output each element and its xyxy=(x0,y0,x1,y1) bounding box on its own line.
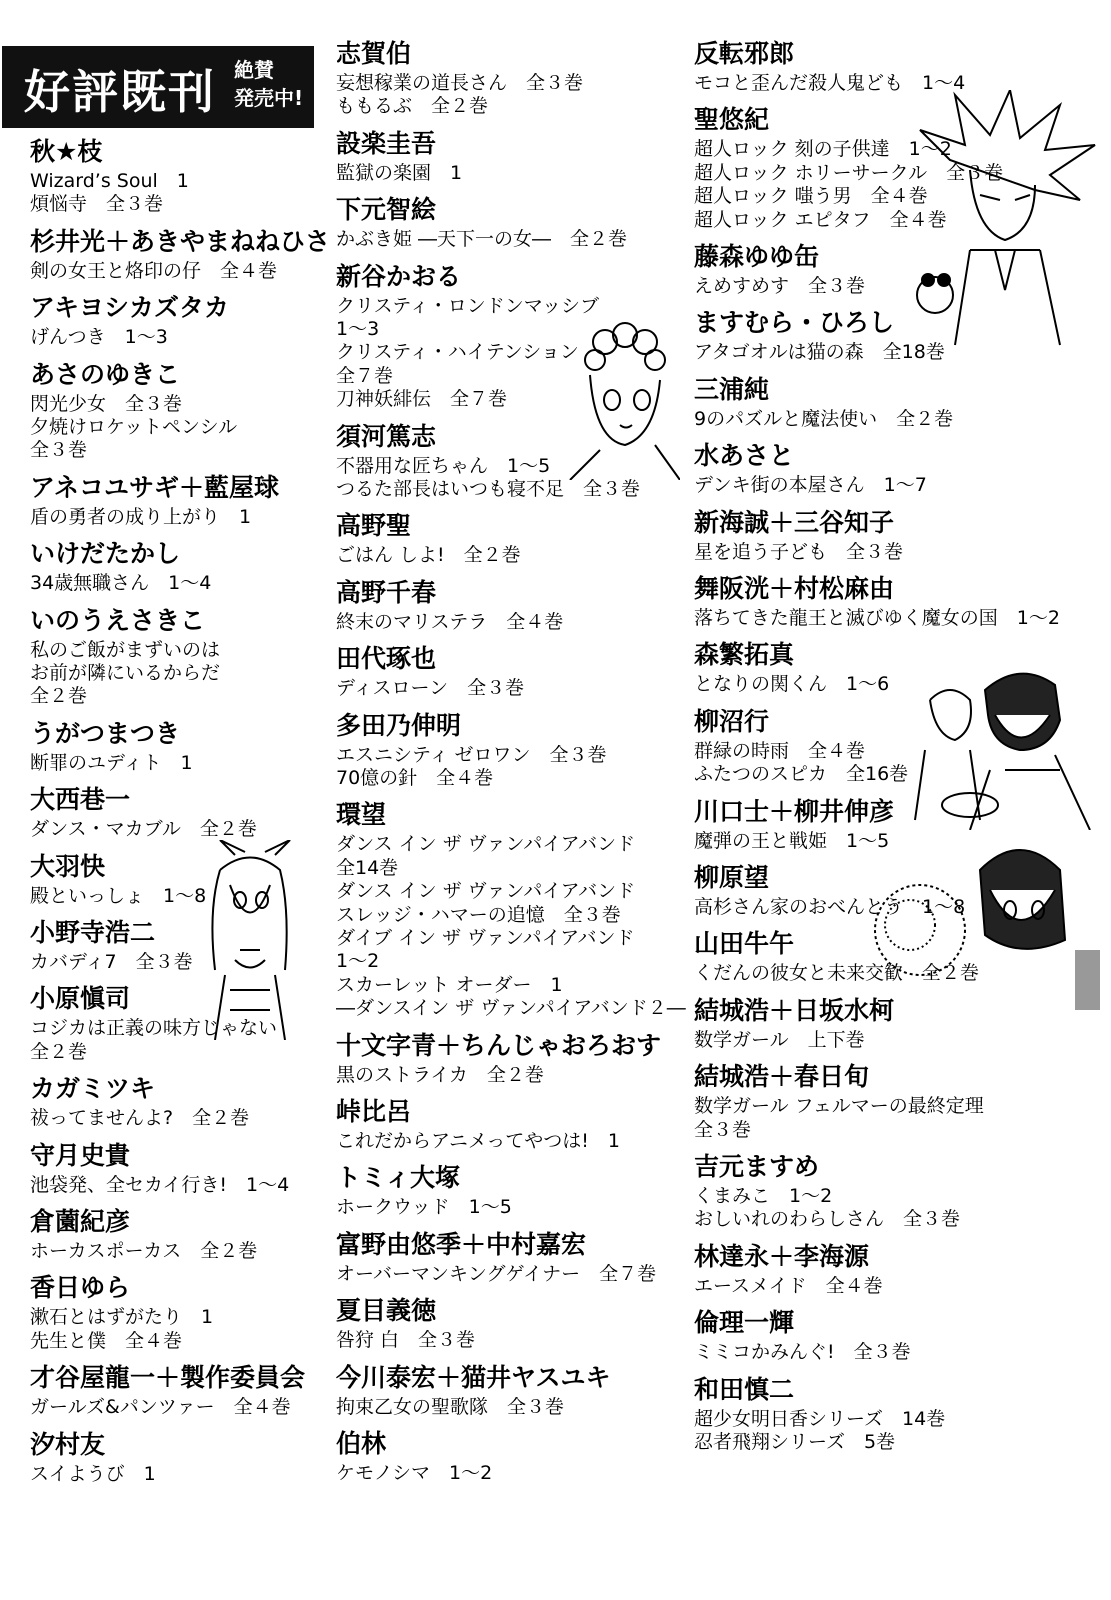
author-name: 水あさと xyxy=(694,441,795,471)
book-title: 漱石とはずがたり 1 xyxy=(30,1306,214,1329)
book-title: 全14巻 xyxy=(336,856,399,879)
author-name: トミィ大塚 xyxy=(336,1163,461,1193)
author-name: 和田慎二 xyxy=(694,1374,795,1404)
book-title: 全３巻 xyxy=(30,439,88,462)
header-sub-line-1: 絶賛 xyxy=(234,58,274,82)
author-name: 守月史貴 xyxy=(30,1140,131,1170)
book-title: 超少女明日香シリーズ 14巻 xyxy=(694,1407,946,1430)
author-name: 環望 xyxy=(336,800,387,830)
book-title: 私のご飯がまずいのは xyxy=(30,638,221,661)
author-name: カガミツキ xyxy=(30,1074,156,1104)
book-title: かぶき姫 ―天下一の女― 全２巻 xyxy=(336,228,628,251)
book-title: 監獄の楽園 1 xyxy=(336,161,463,184)
author-name: 藤森ゆゆ缶 xyxy=(694,242,820,271)
header-sub-line-2: 発売中! xyxy=(234,86,304,110)
author-name: 夏目義徳 xyxy=(336,1296,437,1326)
book-title: 池袋発、全セカイ行き! 1～4 xyxy=(30,1173,290,1196)
author-name: 柳原望 xyxy=(694,863,770,892)
book-title: 1～3 xyxy=(336,317,380,340)
book-title: 夕焼けロケットペンシル xyxy=(30,415,238,438)
book-title: Wizard’s Soul 1 xyxy=(30,170,189,192)
book-title: ふたつのスピカ 全16巻 xyxy=(694,763,909,786)
author-name: 小野寺浩二 xyxy=(30,918,156,947)
book-title: 星を追う子ども 全３巻 xyxy=(694,540,904,563)
book-title: アタゴオルは猫の森 全18巻 xyxy=(694,341,945,364)
book-title: ディスローン 全３巻 xyxy=(336,677,525,700)
author-name: 吉元ますめ xyxy=(694,1152,820,1181)
book-title: えめすめす 全３巻 xyxy=(694,275,866,297)
book-title: スレッジ・ハマーの追憶 全３巻 xyxy=(336,903,621,926)
author-name: 倉薗紀彦 xyxy=(30,1207,131,1236)
book-title: 忍者飛翔シリーズ 5巻 xyxy=(694,1430,896,1453)
spiky-hair-boy-illustration xyxy=(910,90,1100,350)
book-title: 終末のマリステラ 全４巻 xyxy=(336,610,564,633)
book-title: クリスティ・ハイテンション xyxy=(336,341,579,364)
book-title: 超人ロック ホリーサークル 全３巻 xyxy=(694,161,1004,184)
author-name: 大西巷一 xyxy=(30,785,131,815)
book-title: 高杉さん家のおべんとう 1～8 xyxy=(694,896,966,918)
book-title: くまみこ 1～2 xyxy=(694,1185,833,1207)
author-name: 小原愼司 xyxy=(30,984,131,1014)
book-title: 祓ってませんよ? 全２巻 xyxy=(30,1107,250,1130)
book-title: カバディ7 全３巻 xyxy=(30,951,193,973)
book-title: 1～2 xyxy=(336,950,380,973)
book-title: ホークウッド 1～5 xyxy=(336,1196,512,1219)
book-title: 断罪のユディト 1 xyxy=(30,751,193,774)
book-title: お前が隣にいるからだ xyxy=(30,661,221,684)
author-name: 下元智絵 xyxy=(336,195,437,225)
book-title: 先生と僕 全４巻 xyxy=(30,1329,183,1352)
author-name: 設楽圭吾 xyxy=(336,128,437,158)
book-title: 群緑の時雨 全４巻 xyxy=(694,739,866,762)
book-title: 超人ロック 嗤う男 全４巻 xyxy=(694,185,928,208)
book-title: 全２巻 xyxy=(30,685,88,708)
book-title: おしいれのわらしさん 全３巻 xyxy=(694,1208,961,1231)
book-title: エースメイド 全４巻 xyxy=(694,1274,883,1297)
author-name: 峠比呂 xyxy=(336,1097,412,1126)
book-title: 咎狩 白 全３巻 xyxy=(336,1329,476,1352)
book-title: ごはん しよ! 全２巻 xyxy=(336,544,521,567)
book-title: 刀神妖緋伝 全７巻 xyxy=(336,388,508,411)
author-name: 大羽快 xyxy=(30,851,106,881)
author-name: うがつまつき xyxy=(30,718,181,748)
author-name: 高野千春 xyxy=(336,577,437,607)
book-title: 全２巻 xyxy=(30,1040,88,1063)
author-name: 舞阪洸＋村松麻由 xyxy=(694,574,895,603)
author-name: 杉井光＋あきやまねねひさ xyxy=(30,226,331,256)
book-title: 70億の針 全４巻 xyxy=(336,766,494,789)
book-title: 34歳無職さん 1～4 xyxy=(30,572,212,595)
header-banner xyxy=(2,46,314,128)
author-name: 志賀伯 xyxy=(336,39,412,68)
book-title: 不器用な匠ちゃん 1～5 xyxy=(336,454,551,477)
author-name: 秋★枝 xyxy=(30,137,103,166)
author-name: 山田牛午 xyxy=(694,929,795,959)
book-title: モコと歪んだ殺人鬼ども 1～4 xyxy=(694,72,966,94)
long-hair-girl-illustration xyxy=(190,840,310,1040)
girl-with-flowers-illustration xyxy=(860,830,1100,1010)
author-name: 三浦純 xyxy=(694,374,770,404)
book-title: 煩悩寺 全３巻 xyxy=(30,193,164,216)
book-title: つるた部長はいつも寝不足 全３巻 xyxy=(336,477,641,500)
author-name: いのうえさきこ xyxy=(30,605,206,635)
author-name: 須河篤志 xyxy=(336,421,437,451)
book-title: ダンス・マカブル 全２巻 xyxy=(30,818,257,841)
book-title: 黒のストライカ 全２巻 xyxy=(336,1063,544,1086)
book-title: 盾の勇者の成り上がり 1 xyxy=(30,505,252,528)
book-title: ダイブ イン ザ ヴァンパイアバンド xyxy=(336,926,635,949)
book-title: ももるぶ 全２巻 xyxy=(336,95,489,118)
book-title: くだんの彼女と未来交歓 全２巻 xyxy=(694,962,980,985)
book-title: ケモノシマ 1～2 xyxy=(336,1462,493,1484)
author-name: 富野由悠季＋中村嘉宏 xyxy=(336,1229,587,1259)
book-title: 妄想稼業の道長さん 全３巻 xyxy=(336,72,584,94)
author-name: 聖悠紀 xyxy=(694,105,770,135)
book-title: 剣の女王と烙印の仔 全４巻 xyxy=(30,259,278,282)
book-title: コジカは正義の味方じゃない xyxy=(30,1017,278,1040)
book-title: ダンス イン ザ ヴァンパイアバンド xyxy=(336,880,636,903)
book-title: 9のパズルと魔法使い 全２巻 xyxy=(694,407,954,430)
author-name: 高野聖 xyxy=(336,511,412,541)
header-subtitle xyxy=(234,56,303,112)
curly-hair-girl-illustration xyxy=(560,320,680,480)
author-name: アネコユサギ＋藍屋球 xyxy=(30,472,280,502)
book-title: ダンス イン ザ ヴァンパイアバンド xyxy=(336,833,636,856)
book-title: 拘束乙女の聖歌隊 全３巻 xyxy=(336,1395,565,1418)
book-title: 超人ロック エピタフ 全４巻 xyxy=(694,208,947,231)
author-name: 香日ゆら xyxy=(30,1273,131,1303)
book-title: 数学ガール フェルマーの最終定理 xyxy=(694,1095,984,1118)
author-name: 十文字青＋ちんじゃおろおす xyxy=(336,1030,662,1060)
book-title: ホーカスポーカス 全２巻 xyxy=(30,1240,258,1262)
author-name: 汐村友 xyxy=(30,1429,106,1459)
author-name: 反転邪郎 xyxy=(694,39,795,68)
book-title: ミミコかみんぐ! 全３巻 xyxy=(694,1341,911,1364)
book-title: 数学ガール 上下巻 xyxy=(694,1028,865,1051)
author-name: 林達永＋李海源 xyxy=(694,1241,870,1271)
book-title: となりの関くん 1～6 xyxy=(694,673,890,696)
author-name: 川口士＋柳井伸彦 xyxy=(694,796,895,826)
book-title: 魔弾の王と戦姫 1～5 xyxy=(694,829,890,852)
book-title: スイようび 1 xyxy=(30,1462,156,1485)
book-title: オーバーマンキングゲイナー 全７巻 xyxy=(336,1262,657,1285)
book-title: クリスティ・ロンドンマッシブ xyxy=(336,294,599,317)
book-title: 閃光少女 全３巻 xyxy=(30,392,183,415)
author-name: 柳沼行 xyxy=(694,706,770,736)
author-name: 森繁拓真 xyxy=(694,640,795,670)
book-title: 超人ロック 刻の子供達 1～2 xyxy=(694,138,952,161)
book-title: これだからアニメってやつは! 1 xyxy=(336,1130,620,1152)
author-name: あさのゆきこ xyxy=(30,359,181,389)
book-title: 全３巻 xyxy=(694,1118,752,1141)
book-title: 殿といっしょ 1～8 xyxy=(30,884,207,907)
book-title: 全７巻 xyxy=(336,364,394,387)
author-name: 新海誠＋三谷知子 xyxy=(694,507,895,537)
book-title: エスニシティ ゼロワン 全３巻 xyxy=(336,743,607,766)
author-name: 結城浩＋春日旬 xyxy=(694,1062,870,1092)
author-name: 倫理一輝 xyxy=(694,1308,795,1338)
author-name: 才谷屋龍一＋製作委員会 xyxy=(30,1363,306,1393)
boy-and-girl-illustration xyxy=(910,660,1100,830)
author-name: 今川泰宏＋猫井ヤスユキ xyxy=(336,1362,611,1392)
author-name: いけだたかし xyxy=(30,539,181,569)
book-title: ガールズ&パンツァー 全４巻 xyxy=(30,1396,291,1419)
book-title: ―ダンスイン ザ ヴァンパイアバンド２― xyxy=(336,997,686,1020)
author-name: 結城浩＋日坂水柯 xyxy=(694,995,895,1025)
book-title: 落ちてきた龍王と滅びゆく魔女の国 1～2 xyxy=(694,607,1060,629)
author-name: ますむら・ひろし xyxy=(694,308,895,338)
author-name: 多田乃伸明 xyxy=(336,710,462,740)
author-name: 新谷かおる xyxy=(336,261,462,291)
header-title: 好評既刊 xyxy=(24,65,216,119)
author-name: アキヨシカズタカ xyxy=(30,293,230,323)
book-title: デンキ街の本屋さん 1～7 xyxy=(694,474,927,497)
author-name: 伯林 xyxy=(336,1429,387,1458)
book-title: げんつき 1～3 xyxy=(30,326,168,349)
book-title: スカーレット オーダー 1 xyxy=(336,973,563,996)
author-name: 田代琢也 xyxy=(336,644,437,674)
